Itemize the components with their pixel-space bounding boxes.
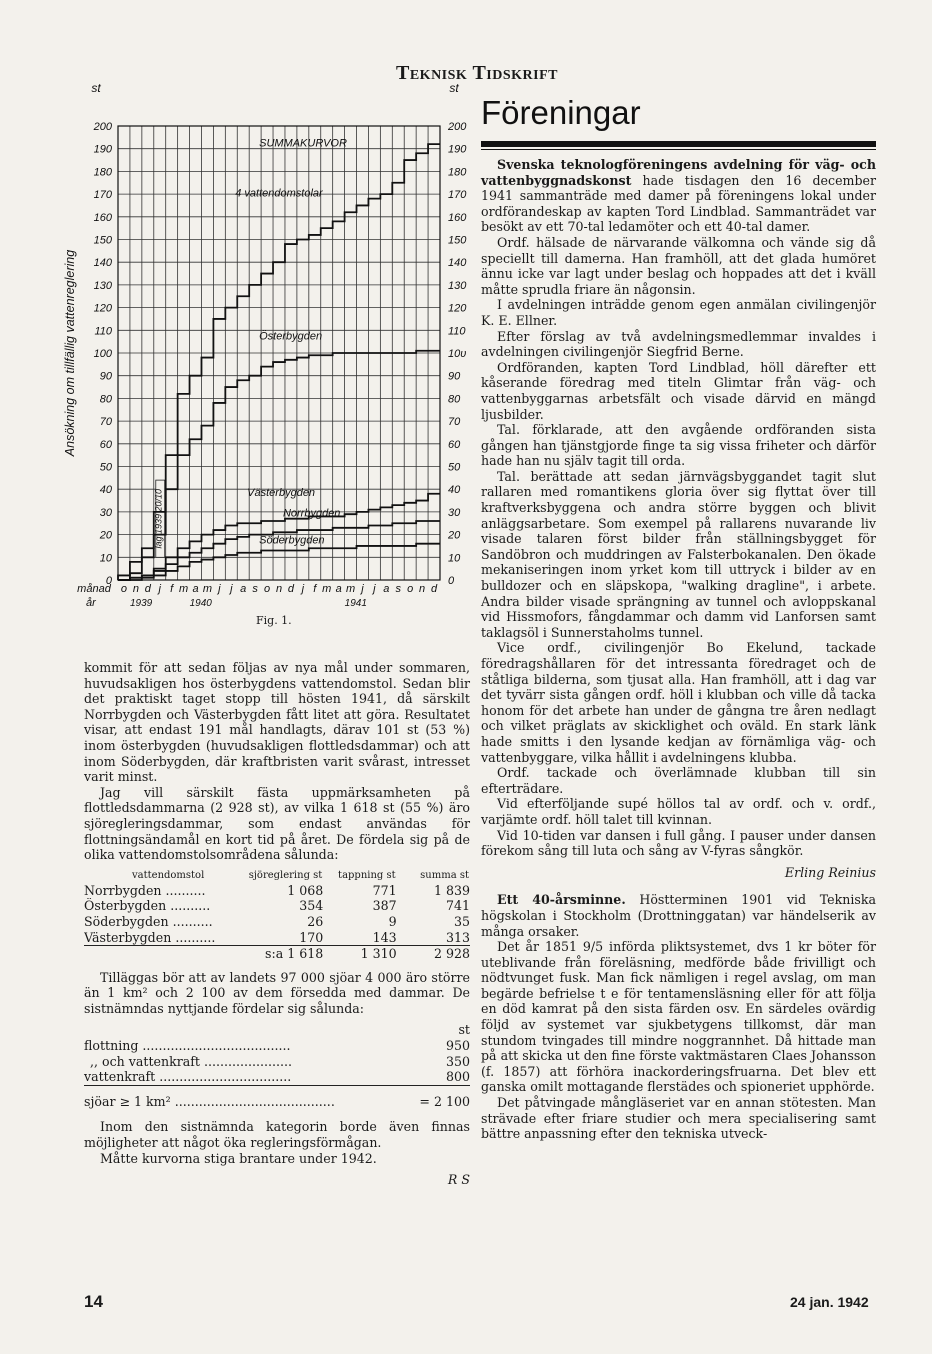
table-cell: 1 839 [433, 882, 470, 898]
paragraph: Måtte kurvorna stiga brantare under 1942. [100, 1150, 377, 1166]
table-cell: 9 [388, 913, 397, 929]
month-tick-label: o [264, 583, 271, 595]
y-tick-label-right: 10 [448, 552, 461, 565]
table-row: Norrbygden .......... 1 068 771 1 839 [84, 882, 470, 898]
y-tick-label-left: 150 [93, 234, 112, 247]
table-cell: 170 [299, 929, 324, 945]
list-unit: st [458, 1022, 470, 1038]
year-tick-label: 1940 [189, 598, 212, 609]
month-tick-label: d [144, 583, 151, 595]
signature: R S [447, 1172, 470, 1188]
y-tick-label-right: 130 [448, 279, 467, 292]
table-row: Österbygden .......... 354 387 741 [84, 898, 470, 914]
y-tick-label-left: 180 [93, 166, 112, 179]
month-tick-label: j [230, 583, 233, 595]
col-header: tappning st [338, 869, 396, 881]
y-tick-label-right: 120 [448, 302, 467, 315]
month-axis-label: månad [77, 583, 111, 595]
y-tick-label-right: 170 [448, 189, 467, 202]
month-tick-label: o [407, 583, 414, 595]
month-tick-label: m [179, 583, 189, 595]
table-sum-row [84, 946, 470, 962]
list-item: ,, och vattenkraft ...................... 350 [90, 1053, 470, 1069]
month-tick-label: m [322, 583, 332, 595]
series-label: Västerbygden [247, 487, 316, 500]
series-label: Norrbygden [282, 507, 341, 520]
y-tick-label-left: 130 [93, 279, 112, 292]
y-tick-label-right: 190 [448, 143, 467, 156]
y-tick-label-left: 80 [99, 393, 112, 406]
dam-table [84, 869, 470, 962]
month-tick-label: j [301, 583, 305, 595]
y-tick-label-right: 180 [448, 166, 467, 179]
signature: Erling Reinius [784, 864, 876, 880]
journal-title: Teknisk Tidskrift [396, 62, 558, 84]
y-tick-label-right: 50 [448, 461, 461, 474]
y-tick-label-right: 20 [448, 529, 461, 542]
month-tick-label: a [383, 583, 390, 595]
series-label: 4 vattendomstolar [235, 187, 323, 200]
left-column [84, 660, 470, 1200]
y-tick-label-left: 60 [99, 438, 112, 451]
y-tick-label-left: 50 [99, 461, 112, 474]
table-row: Söderbygden .......... 26 9 35 [84, 913, 470, 929]
table-cell: 26 [307, 913, 324, 929]
paragraph: Tal. berättade att sedan järnvägsbyggandet tagit slut rallaren med romantikens gloria över sig flyttat över till kraftverksbyggena och andra större byggen och blivit anläggsarbetare. Som exempel på rallarens nuvarande liv visade talaren först bilder från ställningsbygget för Sandöbron och muddringen av Falsterbokanalen. Den ökade mekaniseringen inom yrket kom till uttryck i bilder av en bulldozer och en släpskopa, "walking dragline", i arbete. Andra bilder visade sprängning av tunnel och avloppskanal vid Hissmofors, fångdammar och damm vid Lanforsen samt taklagsöl i Sunnerstaholms tunnel. [481, 468, 876, 640]
list-sum: sjöar ≥ 1 km² ........................................ = 2 100 [84, 1093, 470, 1109]
y-tick-label-left: 140 [93, 257, 112, 270]
dam-use-list [84, 1022, 470, 1109]
month-tick-label: s [395, 583, 402, 595]
y-tick-label-right: 110 [448, 325, 466, 338]
y-tick-label-left: 40 [99, 484, 112, 497]
list-item: vattenkraft ................................. 800 [84, 1069, 470, 1085]
list-item: flottning ..................................... 950 [84, 1038, 470, 1054]
y-axis-label: Ansökning om tillfällig vattenreglering [63, 249, 77, 457]
paragraph: Det påtvingade mångläseriet var en annan stötesten. Man strävade efter friare studier och mera specialisering samt bättre anpassning efter den tekniska utveck- [481, 1095, 876, 1142]
paragraph: Ordf. tackade och överlämnade klubban till sin efterträdare. [481, 765, 876, 796]
y-tick-label-right: 40 [448, 484, 461, 497]
paragraph: Efter förslag av två avdelningsmedlemmar invaldes i avdelningen civilingenjör Siegfrid Berne. [481, 328, 876, 360]
table-cell: 771 [372, 882, 397, 898]
y-tick-label-left: 120 [93, 302, 112, 315]
title-rule-thin [481, 149, 876, 150]
y-tick-label-left: 110 [94, 325, 112, 338]
table-cell: s:a 1 618 [246, 946, 323, 962]
table-cell: 387 [372, 898, 397, 914]
y-tick-label-left: 10 [99, 552, 112, 565]
y-tick-label-left: 70 [99, 416, 112, 429]
summation-chart [60, 80, 480, 625]
y-tick-label-right: 150 [448, 234, 467, 247]
table-cell: Västerbygden [84, 929, 172, 945]
right-column [481, 157, 876, 1142]
y-tick-label-left: 0 [105, 575, 112, 587]
y-tick-label-left: 20 [99, 529, 112, 542]
month-tick-label: a [335, 583, 342, 595]
table-cell: 2 928 [397, 946, 470, 962]
paragraph: Ordföranden, kapten Tord Lindblad, höll därefter ett kåserande föredrag med titeln Glimtar från väg- och vattenbyggarnas arbetsfält och visade därvid en mängd ljusbilder. [481, 359, 876, 422]
month-tick-label: a [192, 583, 199, 595]
paragraph: I avdelningen inträdde genom egen anmälan civilingenjör K. E. Ellner. [481, 297, 876, 328]
col-header: sjöreglering st [248, 869, 323, 881]
month-tick-label: f [170, 583, 174, 595]
month-tick-label: j [158, 583, 161, 595]
year-tick-label: 1941 [344, 598, 367, 609]
month-tick-label: n [275, 583, 283, 595]
series-label: SUMMAKURVOR [259, 137, 347, 150]
paragraph: Jag vill särskilt fästa uppmärksamheten på flottledsdammarna (2 928 st), av vilka 1 618 st (55 %) äro sjöregleringsdammar, som endast användas för flottningsändamål en kort tid på året. De fördela sig på de olika vattendomstolsområdena sålunda: [84, 784, 470, 863]
col-header: summa st [420, 869, 469, 881]
y-tick-label-right: 0 [448, 575, 455, 587]
table-cell: 35 [453, 913, 470, 929]
month-tick-label: j [373, 583, 376, 595]
table-cell: Österbygden [84, 898, 167, 914]
paragraph: Det år 1851 9/5 införda pliktsystemet, dvs 1 kr böter för uteblivande från föreläsning, medförde både frivilligt och nödtvunget fusk. Man fick nämligen i regel avslag, om man begärde befrielse t e för tentamensläsning eller för att följa en död kamrat på den sista färden osv. En särdeles ovärdig följd av systemet var sjukbetygens tillkomst, där man stundom tvingades till mindre noggrannhet. Då hittade man på att skicka ut den fine förste vaktmästaren Claes Johansson (f. 1857) att förhöra inackorderingsfruarna. Det blev ett ganska omilt mottagande flerstädes och spioneriet upphörde. [481, 939, 876, 1095]
y-tick-label-right: 140 [448, 257, 467, 270]
y-unit-right: st [449, 81, 459, 95]
y-tick-label-left: 190 [93, 143, 112, 156]
y-tick-label-left: 170 [93, 189, 112, 202]
y-tick-label-left: 30 [99, 506, 112, 519]
paragraph: Tal. förklarade, att den avgående ordföranden sista gången han tjänstgjorde finge ta sig vissa friheter och därför hade han nu själv tagit till orda. [481, 422, 876, 469]
issue-date: 24 jan. 1942 [790, 1294, 869, 1310]
paragraph: Inom den sistnämnda kategorin borde även finnas möjligheter att något öka regleringsförmågan. [84, 1119, 470, 1151]
paragraph: Vice ordf., civilingenjör Bo Ekelund, tackade föredragshållaren för det intressanta föredraget och de ståtliga bilderna, som tjusat alla. Han framhöll, att i dag var det tyvärr sista gången ordf. höll i klubban och ville då tacka honom för det arbete han under de gångna tre åren nedlagt och vilket präglats av skicklighet och oväld. En stark länk hade smitts i den lysande kedjan av förnämliga väg- och vattenbyggare, vilka hållit i avdelningens klubba. [481, 640, 876, 765]
month-tick-label: f [313, 583, 317, 595]
month-tick-label: j [361, 583, 364, 595]
table-cell: 1 068 [287, 882, 324, 898]
table-cell: 143 [372, 929, 397, 945]
table-cell: Söderbygden [84, 913, 169, 929]
y-tick-label-left: 90 [99, 370, 112, 383]
y-tick-label-right: 80 [448, 393, 461, 406]
y-tick-label-left: 200 [93, 121, 112, 133]
year-axis-label: år [86, 597, 96, 609]
paragraph: Vid efterföljande supé höllos tal av ordf. och v. ordf., varjämte ordf. höll talet till kvinnan. [481, 796, 876, 827]
month-tick-label: s [252, 583, 258, 595]
y-unit-left: st [91, 81, 101, 95]
month-tick-label: n [419, 583, 426, 595]
paragraph: Ett 40-årsminne. Höstterminen 1901 vid Tekniska högskolan i Stockholm (Drottninggatan) var händelserik av många orsaker. [481, 892, 876, 939]
page-number: 14 [84, 1292, 103, 1311]
paragraph: Svenska teknologföreningens avdelning för väg- och vattenbyggnadskonst hade tisdagen den 16 december 1941 sammanträde med damer på föreningens lokal under ordförandeskap av kapten Tord Lindblad. Sammanträdet var besökt av ett 70-tal ledamöter och ett 40-tal damer. [481, 157, 876, 235]
table-cell: Norrbygden [84, 882, 162, 898]
table-cell: 1 310 [323, 946, 396, 962]
month-tick-label: m [202, 583, 213, 595]
year-tick-label: 1939 [130, 598, 153, 609]
y-tick-label-right: 90 [448, 370, 461, 383]
y-tick-label-left: 100 [93, 348, 112, 360]
col-header: vattendomstol [132, 869, 205, 881]
table-cell: 313 [445, 929, 470, 945]
series-label: Söderbygden [259, 534, 325, 547]
paragraph: kommit för att sedan följas av nya mål under sommaren, huvudsakligen hos österbygdens vattendomstol. Sedan blir det praktiskt taget stopp till hösten 1941, då särskilt Norrbygden och Västerbygden fått litet att göra. Resultatet visar, att endast 191 mål handlagts, därav 101 st (53 %) inom österbygden (huvudsakligen flottledsdammar) och att inom Söderbygden, där kraftbristen varit svårast, intresset varit minst. [84, 660, 470, 785]
month-tick-label: d [287, 583, 294, 595]
y-tick-label-right: 200 [448, 121, 467, 133]
month-tick-label: d [430, 583, 438, 595]
law-marker-label: lag 1939 20/10 [153, 488, 164, 549]
y-tick-label-right: 70 [448, 416, 461, 429]
y-tick-label-right: 10ᴜ [448, 348, 467, 360]
paragraph: Vid 10-tiden var dansen i full gång. I pauser under dansen förekom sång till luta och sång av V-fyras sångkör. [481, 827, 876, 859]
table-cell: 741 [445, 898, 470, 914]
month-tick-label: m [345, 583, 356, 595]
paragraph: Tilläggas bör att av landets 97 000 sjöar 4 000 äro större än 1 km² och 2 100 av dem försedda med dammar. De sistnämndas nyttjande fördelar sig sålunda: [84, 969, 470, 1016]
month-tick-label: a [240, 583, 247, 595]
paragraph: Ordf. hälsade de närvarande välkomna och vände sig då speciellt till damerna. Han framhöll, att det glada humöret ännu icke var lagt under beslag och hoppades att det i kväll måtte sprudla friare än någonsin. [481, 234, 876, 297]
y-tick-label-left: 160 [93, 211, 112, 224]
table-cell: 354 [299, 898, 324, 914]
title-rule [481, 141, 876, 147]
y-tick-label-right: 60 [448, 438, 461, 451]
series-label: Österbygden [259, 330, 323, 343]
y-tick-label-right: 30 [448, 506, 461, 519]
y-tick-label-right: 160 [448, 211, 467, 224]
figure-caption: Fig. 1. [256, 614, 292, 627]
month-tick-label: n [132, 583, 139, 595]
section-title: Föreningar [481, 94, 641, 131]
table-row: Västerbygden .......... 170 143 313 [84, 929, 470, 945]
month-tick-label: j [218, 583, 221, 595]
month-tick-label: o [120, 583, 128, 595]
